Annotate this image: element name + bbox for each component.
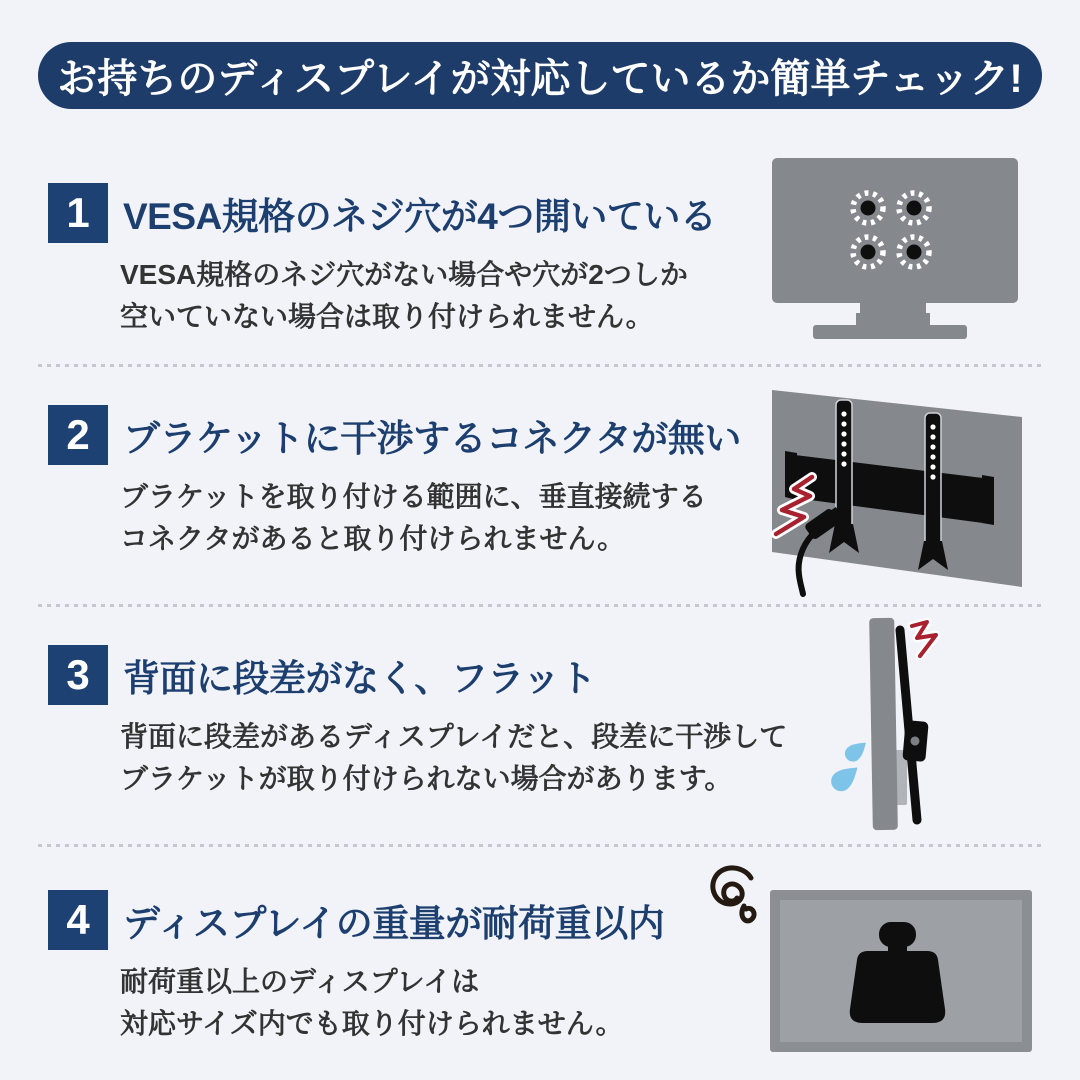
item-heading: VESA規格のネジ穴が4つ開いている (123, 196, 717, 237)
item-number-badge: 3 (48, 645, 108, 705)
sweat-drops-icon (827, 737, 871, 796)
bracket-cable-interference-icon (766, 383, 1026, 598)
item-number-badge: 1 (48, 183, 108, 243)
dizzy-scribble-icon (713, 868, 754, 921)
display-side-step-icon (823, 608, 948, 836)
banner (38, 42, 1042, 109)
item-description-line: ブラケットを取り付ける範囲に、垂直接続する (120, 481, 707, 512)
item-number-badge: 4 (48, 890, 108, 950)
check-item-3 (48, 645, 787, 800)
item-number-badge: 2 (48, 405, 108, 465)
monitor-back-vesa-holes-icon (770, 158, 1020, 345)
item-description-line: ブラケットが取り付けられない場合があります。 (120, 763, 733, 794)
item-description (120, 961, 664, 1045)
check-item-4 (48, 890, 664, 1045)
check-item-2 (48, 405, 741, 560)
item-description-line: コネクタがあると取り付けられません。 (120, 523, 626, 554)
tv-weight-icon (700, 862, 1035, 1057)
spark-icon (912, 622, 936, 656)
dashed-divider (38, 844, 1042, 847)
item-description (120, 254, 716, 338)
dashed-divider (38, 364, 1042, 367)
dashed-divider (38, 604, 1042, 607)
item-description-line: 対応サイズ内でも取り付けられません。 (120, 1008, 624, 1039)
item-heading: ディスプレイの重量が耐荷重以内 (123, 903, 665, 944)
item-description (120, 716, 787, 800)
banner-title: お持ちのディスプレイが対応しているか簡単チェック! (57, 57, 1023, 101)
item-heading: ブラケットに干渉するコネクタが無い (123, 418, 741, 459)
item-description-line: 空いていない場合は取り付けられません。 (120, 301, 654, 332)
check-item-1 (48, 183, 716, 338)
item-description-line: VESA規格のネジ穴がない場合や穴が2つしか (120, 259, 688, 290)
item-description (120, 476, 741, 560)
item-heading: 背面に段差がなく、フラット (123, 658, 597, 699)
item-description-line: 背面に段差があるディスプレイだと、段差に干渉して (120, 721, 788, 752)
item-description-line: 耐荷重以上のディスプレイは (120, 966, 480, 997)
